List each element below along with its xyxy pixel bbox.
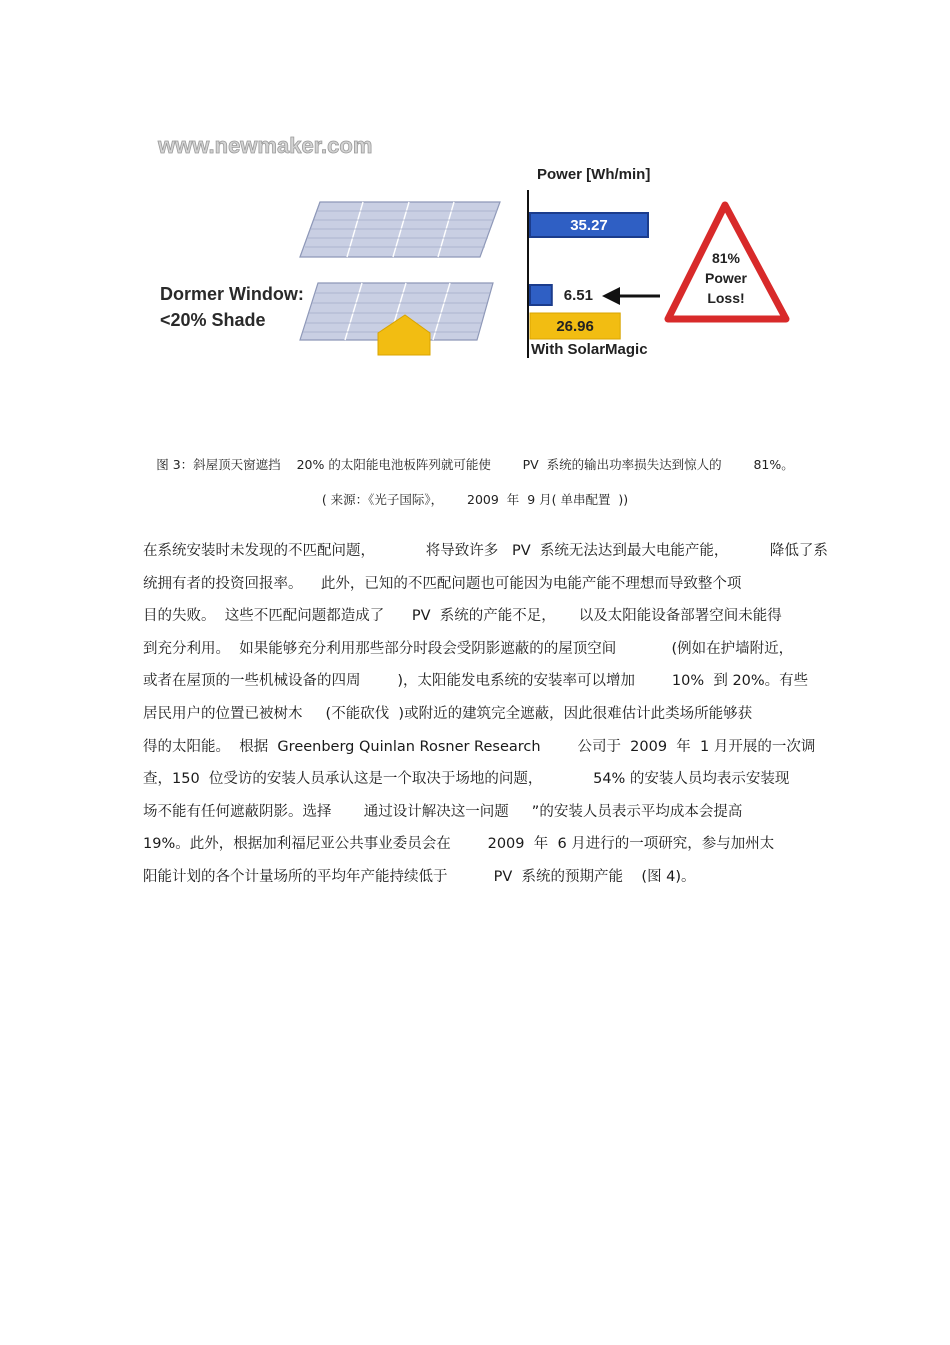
solar-panel-array-upper xyxy=(300,202,500,257)
bar-value-label-2: 6.51 xyxy=(563,287,593,304)
figure-3-solar-shading xyxy=(150,125,800,375)
figure-svg xyxy=(150,125,800,375)
body-paragraph xyxy=(143,540,828,899)
bar-shaded xyxy=(530,285,552,305)
power-loss-percent: 81% xyxy=(711,250,741,266)
paragraph-line: 目的失败。 这些不匹配问题都造成了 PV 系统的产能不足， 以及太阳能设备部署空间未能得 xyxy=(143,608,782,625)
paragraph-line: 在系统安装时未发现的不匹配问题， 将导致许多 PV 系统无法达到最大电能产能， 降低了系 xyxy=(143,543,828,559)
paragraph-line: 或者在屋顶的一些机械设备的四周 )，太阳能发电系统的安装率可以增加 10% 到 20%。有些 xyxy=(143,673,809,690)
solarmagic-label: With SolarMagic xyxy=(531,341,648,358)
paragraph-line: 统拥有者的投资回报率。 此外，已知的不匹配问题也可能因为电能产能不理想而导致整个项 xyxy=(143,575,742,592)
paragraph-line: 得的太阳能。 根据 Greenberg Quinlan Rosner Research 公司于 2009 年 1 月开展的一次调 xyxy=(143,738,816,755)
chart-title: Power [Wh/min] xyxy=(537,166,651,183)
paragraph-line: 场不能有任何遮蔽阴影。选择 通过设计解决这一问题 ”的安装人员表示平均成本会提高 xyxy=(143,803,743,820)
paragraph-line: 19%。此外，根据加利福尼亚公共事业委员会在 2009 年 6 月进行的一项研究，参与加州太 xyxy=(143,836,775,853)
arrow-left-icon xyxy=(602,287,660,305)
power-loss-word-loss: Loss! xyxy=(707,290,745,306)
paragraph-line: 到充分利用。 如果能够充分利用那些部分时段会受阴影遮蔽的的屋顶空间 (例如在护墙附近， xyxy=(143,640,794,657)
power-loss-word-power: Power xyxy=(704,270,748,286)
paragraph-line: 居民用户的位置已被树木 (不能砍伐 )或附近的建筑完全遮蔽，因此很难估计此类场所能够获 xyxy=(143,705,753,722)
shade-percent-label: <20% Shade xyxy=(160,310,266,330)
figure-caption: 图 3：斜屋顶天窗遮挡 20% 的太阳能电池板阵列就可能使 PV 系统的输出功率损失达到惊人的 81%。 xyxy=(156,457,794,472)
bar-value-label-1: 35.27 xyxy=(570,217,608,234)
dormer-window-label: Dormer Window: xyxy=(160,284,304,304)
bar-value-label-3: 26.96 xyxy=(556,318,594,335)
figure-source: ( 来源：《光子国际》， 2009 年 9 月( 单串配置 )) xyxy=(321,492,629,507)
paragraph-line: 阳能计划的各个计量场所的平均年产能持续低于 PV 系统的预期产能 (图 4)。 xyxy=(143,868,696,885)
paragraph-line: 查，150 位受访的安装人员承认这是一个取决于场地的问题， 54% 的安装人员均表示安装现 xyxy=(143,771,790,788)
watermark-text: www.newmaker.com xyxy=(158,133,373,158)
